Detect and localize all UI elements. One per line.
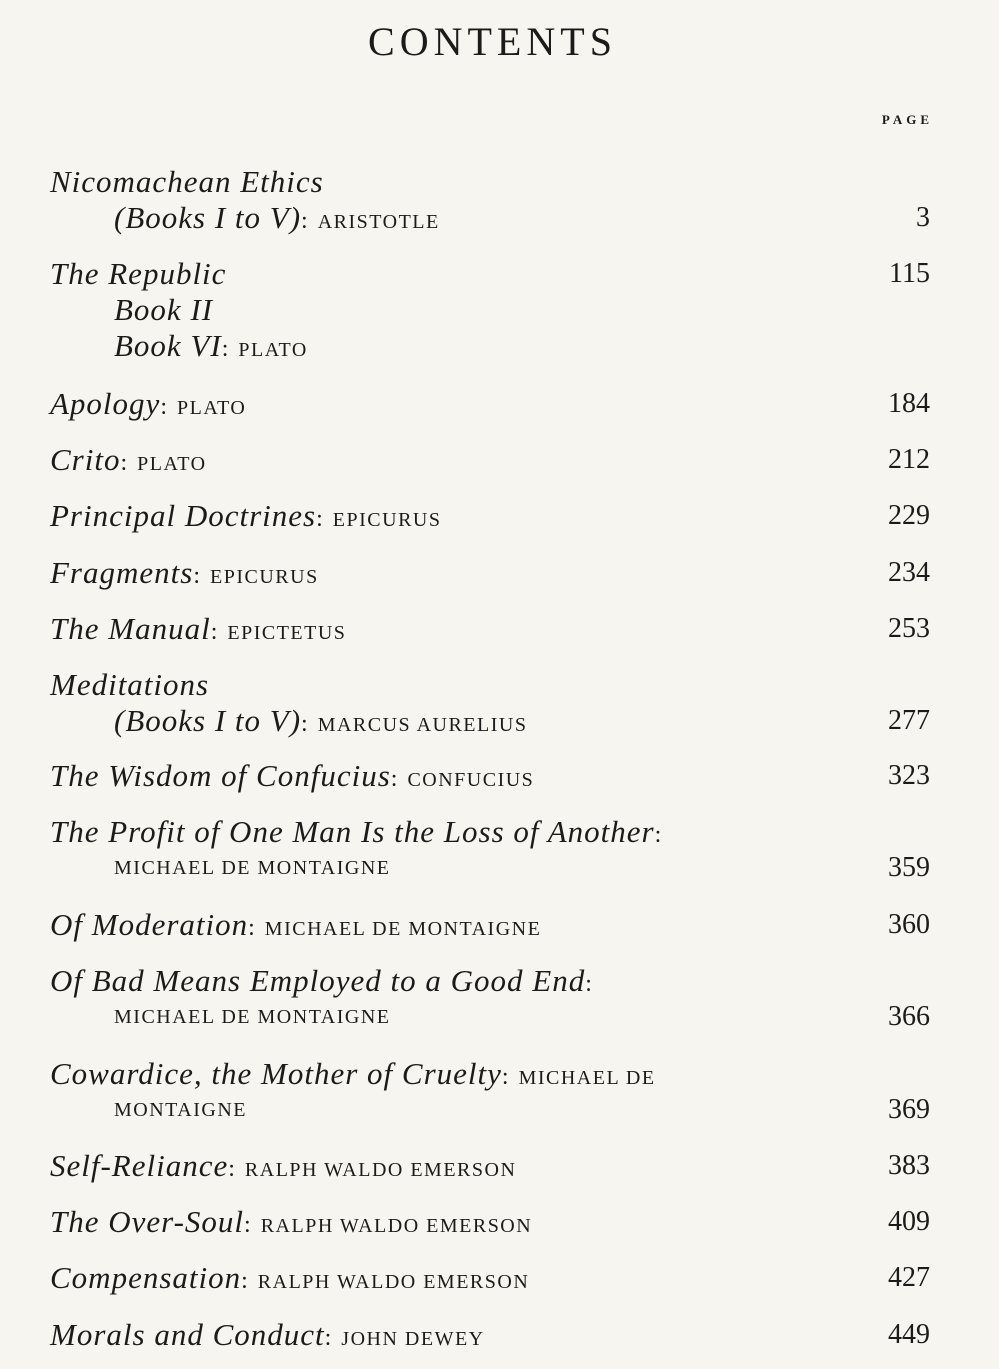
entry-author: MICHAEL DE MONTAIGNE: [264, 918, 542, 940]
entry-author: ARISTOTLE: [317, 211, 440, 233]
entry-author: RALPH WALDO EMERSON: [244, 1159, 517, 1181]
entry-author: PLATO: [176, 397, 247, 419]
entry-author: PLATO: [137, 453, 207, 475]
toc-entry: The Over-Soul: RALPH WALDO EMERSON 409: [50, 1204, 930, 1239]
toc-entry: Compensation: RALPH WALDO EMERSON 427: [50, 1260, 930, 1295]
entry-page: 323: [888, 760, 930, 791]
entry-page: 229: [888, 500, 930, 531]
entry-page: 449: [888, 1319, 930, 1350]
toc-entry: The Manual: EPICTETUS 253: [50, 611, 930, 646]
entry-title: The Wisdom of Confucius: [50, 758, 391, 793]
entry-author: MICHAEL DE: [518, 1067, 656, 1089]
toc-entry: Fragments: EPICURUS 234: [50, 555, 930, 590]
toc-entry: Meditations (Books I to V): MARCUS AURELIUS 277: [50, 667, 930, 738]
entry-page: 427: [888, 1262, 930, 1293]
entry-page: 369: [888, 1094, 930, 1125]
entry-author: EPICTETUS: [227, 622, 347, 644]
entry-title: The Republic: [50, 256, 227, 291]
toc-entry: The Republic 115 Book II Book VI: PLATO: [50, 256, 930, 363]
entry-author: RALPH WALDO EMERSON: [260, 1215, 533, 1237]
entry-title: Cowardice, the Mother of Cruelty: [50, 1056, 502, 1091]
toc-entry: The Wisdom of Confucius: CONFUCIUS 323: [50, 758, 930, 793]
entry-title: Principal Doctrines: [50, 498, 317, 533]
entry-page: 115: [889, 258, 930, 289]
toc-entry: Morals and Conduct: JOHN DEWEY 449: [50, 1317, 930, 1352]
toc-entry: Cowardice, the Mother of Cruelty: MICHAEL DE MONTAIGNE 369: [50, 1056, 930, 1128]
entry-page: 359: [888, 852, 930, 883]
entry-author: RALPH WALDO EMERSON: [257, 1271, 530, 1293]
entry-title: Crito: [50, 442, 121, 477]
toc-entry: Self-Reliance: RALPH WALDO EMERSON 383: [50, 1148, 930, 1183]
entry-title-line: Book VI: [114, 328, 222, 363]
entry-author: CONFUCIUS: [407, 769, 535, 791]
entry-title: Morals and Conduct: [50, 1317, 325, 1352]
entry-author: JOHN DEWEY: [341, 1328, 485, 1350]
entry-title: Nicomachean Ethics: [50, 164, 324, 199]
entry-title: The Profit of One Man Is the Loss of Another: [50, 814, 655, 849]
entry-title: Fragments: [50, 555, 194, 590]
entry-title-line: (Books I to V): [114, 200, 302, 235]
toc-entry: The Profit of One Man Is the Loss of Another: MICHAEL DE MONTAIGNE 359: [50, 814, 930, 886]
entry-page: 253: [888, 613, 930, 644]
page-title: CONTENTS: [368, 19, 617, 64]
entry-page: 3: [916, 202, 930, 233]
entry-title-line: (Books I to V): [114, 703, 302, 738]
entry-title: Self-Reliance: [50, 1148, 229, 1183]
entry-title: Of Moderation: [50, 907, 249, 942]
entry-page: 366: [888, 1001, 930, 1032]
toc-entry: Principal Doctrines: EPICURUS 229: [50, 498, 930, 533]
entry-title: Meditations: [50, 667, 210, 702]
entry-title: The Over-Soul: [50, 1204, 245, 1239]
entry-page: 360: [888, 909, 930, 940]
toc-entry: Apology: PLATO 184: [50, 386, 930, 421]
page-column-label: PAGE: [881, 112, 933, 127]
entry-page: 383: [888, 1150, 930, 1181]
toc-entry: Of Bad Means Employed to a Good End: MICHAEL DE MONTAIGNE 366: [50, 963, 930, 1035]
toc-entry: Nicomachean Ethics (Books I to V): ARISTOTLE 3: [50, 164, 930, 235]
toc-entry: Crito: PLATO 212: [50, 442, 930, 477]
entry-author: MICHAEL DE MONTAIGNE: [114, 1006, 391, 1028]
entry-author: MARCUS AURELIUS: [317, 714, 528, 736]
entry-title: Compensation: [50, 1260, 242, 1295]
entry-page: 277: [888, 705, 930, 736]
entry-title: The Manual: [50, 611, 211, 646]
entry-title: Of Bad Means Employed to a Good End: [50, 963, 586, 998]
entry-page: 184: [888, 388, 930, 419]
toc-entry: Of Moderation: MICHAEL DE MONTAIGNE 360: [50, 907, 930, 942]
entry-author-continued: MONTAIGNE: [114, 1099, 247, 1121]
entry-author: PLATO: [238, 339, 308, 361]
entry-title-line: Book II: [114, 292, 214, 327]
entry-author: EPICURUS: [210, 566, 319, 588]
entry-page: 409: [888, 1206, 930, 1237]
entry-title: Apology: [50, 386, 161, 421]
entry-page: 234: [888, 557, 930, 588]
entry-author: EPICURUS: [332, 509, 442, 531]
entry-page: 212: [888, 444, 930, 475]
entry-author: MICHAEL DE MONTAIGNE: [114, 857, 391, 879]
